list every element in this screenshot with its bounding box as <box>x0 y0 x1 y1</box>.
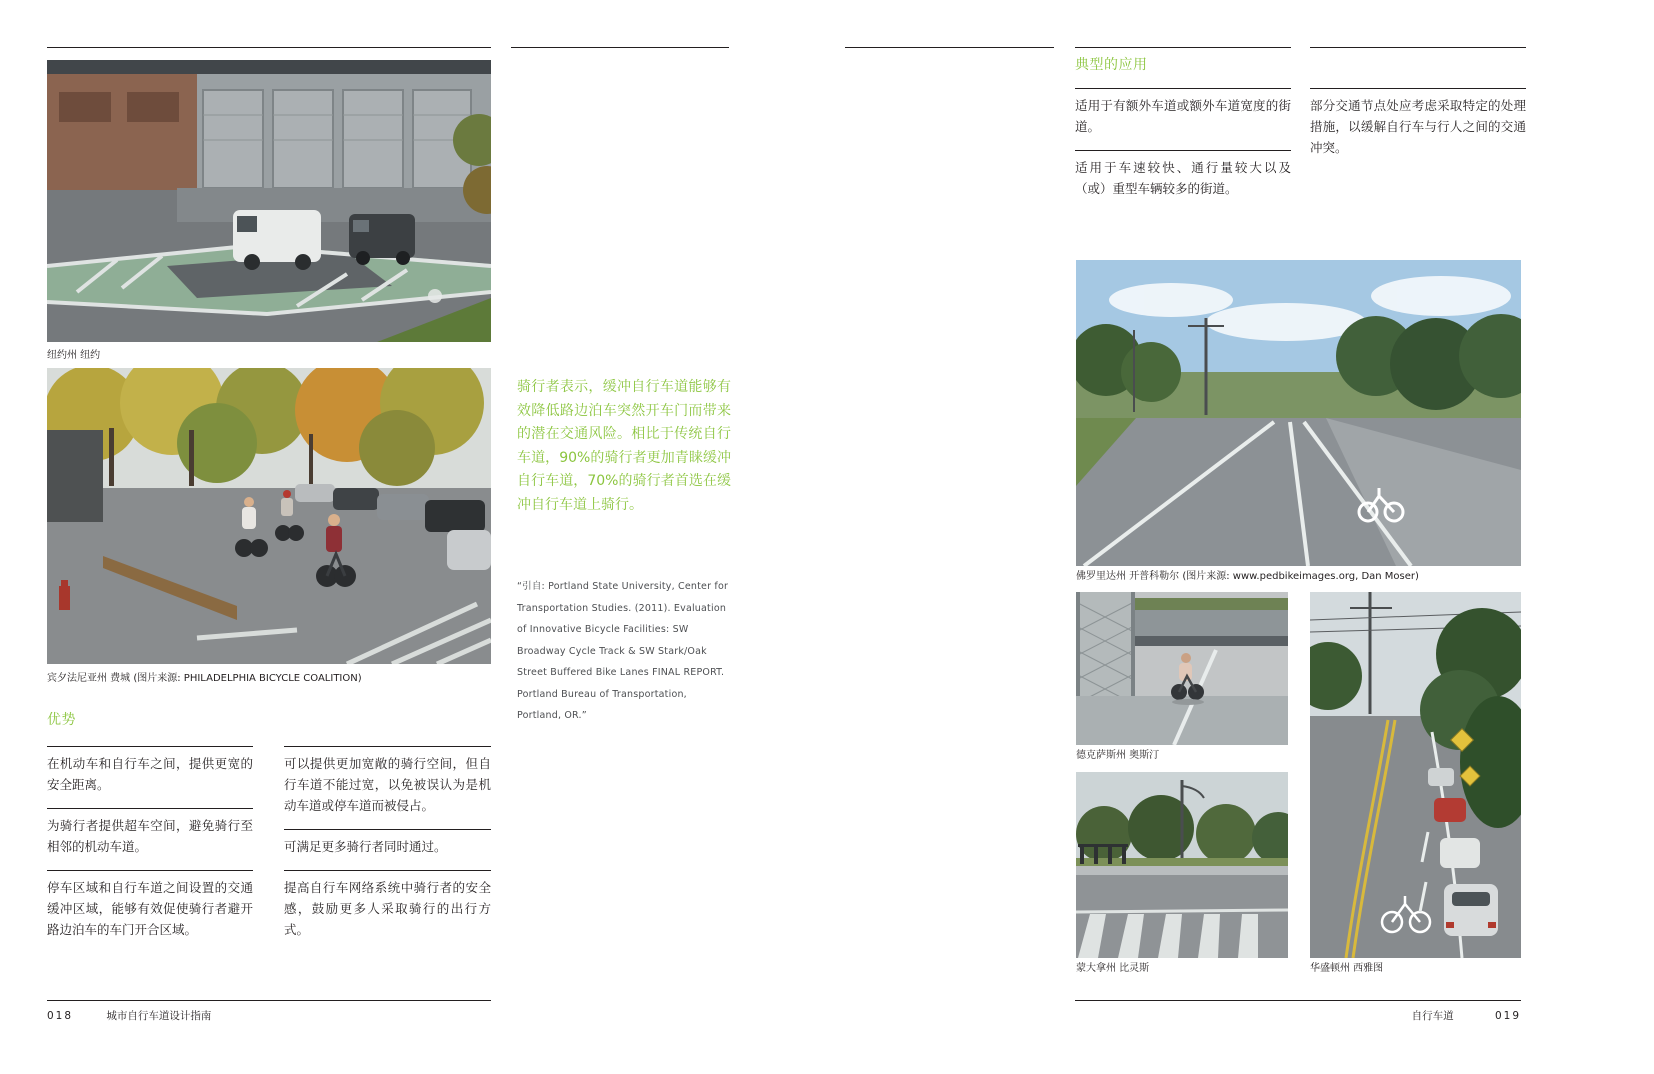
photo-caption-seattle: 华盛顿州 西雅图 <box>1310 963 1384 974</box>
photo-caption-new-york: 纽约州 纽约 <box>47 350 101 361</box>
page-number: 019 <box>1494 1010 1521 1022</box>
applications-column-2 <box>1310 88 1526 171</box>
top-rule <box>1310 47 1526 48</box>
page-number: 018 <box>47 1010 74 1022</box>
photo-seattle-street <box>1310 592 1521 958</box>
photo-billings-crosswalk <box>1076 772 1288 958</box>
photo-caption-billings: 蒙大拿州 比灵斯 <box>1076 963 1150 974</box>
advantage-item: 可以提供更加宽敞的骑行空间，但自行车道不能过宽，以免被误认为是机动车道或停车道而被侵占。 <box>284 746 491 816</box>
citation-text: “引自: Portland State University, Center for Transportation Studies. (2011). Evaluation of Innovative Bicycle Facilities: SW Broadway Cycle Track & SW Stark/Oak Street Buffered Bike Lanes FINAL REPORT. Portland Bureau of Transportation, Portland, OR.” <box>517 581 729 721</box>
photo-caption-cape-coral: 佛罗里达州 开普科勒尔 (图片来源: www.pedbikeimages.org, Dan Moser) <box>1076 571 1419 582</box>
top-rule <box>1075 47 1291 48</box>
application-item: 适用于车速较快、通行量较大以及（或）重型车辆较多的街道。 <box>1075 150 1291 199</box>
right-page-footer <box>1075 1010 1521 1023</box>
photo-austin-cyclist-underpass <box>1076 592 1288 745</box>
applications-heading: 典型的应用 <box>1075 57 1148 73</box>
footer-chapter-title: 自行车道 <box>1411 1010 1454 1022</box>
application-item: 适用于有额外车道或额外车道宽度的街道。 <box>1075 88 1291 137</box>
photo-caption-philadelphia: 宾夕法尼亚州 费城 (图片来源: PHILADELPHIA BICYCLE COALITION) <box>47 673 362 684</box>
advantages-column-1 <box>47 746 253 953</box>
applications-column-1 <box>1075 88 1291 212</box>
footer-rule <box>47 1000 491 1001</box>
footer-book-title: 城市自行车道设计指南 <box>106 1010 212 1022</box>
pull-quote: 骑行者表示，缓冲自行车道能够有效降低路边泊车突然开车门而带来的潜在交通风险。相比于传统自行车道，90%的骑行者更加青睐缓冲自行车道，70%的骑行者首选在缓冲自行车道上骑行。 <box>517 379 731 513</box>
left-page-footer <box>47 1010 211 1023</box>
advantage-item: 为骑行者提供超车空间，避免骑行至相邻的机动车道。 <box>47 808 253 857</box>
advantages-column-2 <box>284 746 491 953</box>
application-item: 部分交通节点处应考虑采取特定的处理措施，以缓解自行车与行人之间的交通冲突。 <box>1310 88 1526 158</box>
footer-rule <box>1075 1000 1521 1001</box>
advantage-item: 可满足更多骑行者同时通过。 <box>284 829 491 857</box>
advantage-item: 停车区域和自行车道之间设置的交通缓冲区域，能够有效促使骑行者避开路边泊车的车门开合区域。 <box>47 870 253 940</box>
advantage-item: 提高自行车网络系统中骑行者的安全感，鼓励更多人采取骑行的出行方式。 <box>284 870 491 940</box>
photo-cape-coral-bike-lane <box>1076 260 1521 566</box>
top-rule <box>511 47 729 48</box>
top-rule <box>845 47 1054 48</box>
top-rule <box>47 47 491 48</box>
advantage-item: 在机动车和自行车之间，提供更宽的安全距离。 <box>47 746 253 795</box>
photo-philadelphia-cyclists <box>47 368 491 664</box>
advantages-heading: 优势 <box>47 712 76 728</box>
photo-caption-austin: 德克萨斯州 奥斯汀 <box>1076 750 1160 761</box>
photo-new-york-buffered-bike-lane <box>47 60 491 342</box>
